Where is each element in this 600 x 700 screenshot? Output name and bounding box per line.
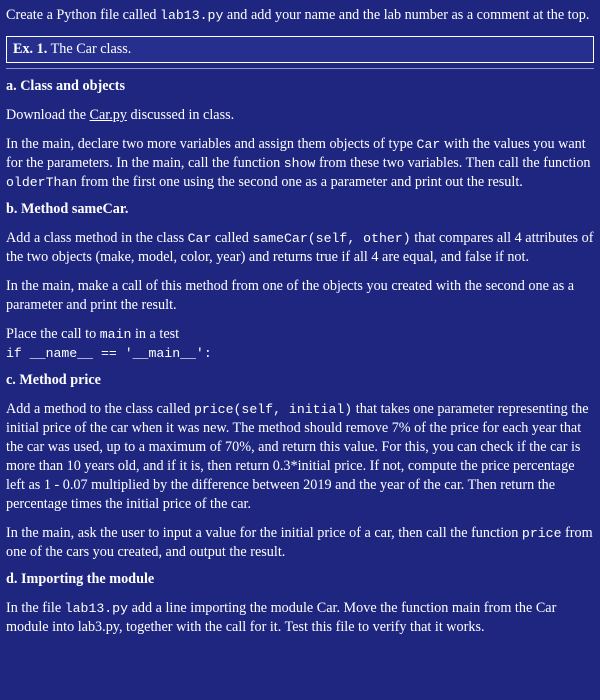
car-py-link[interactable]: Car.py bbox=[89, 107, 127, 123]
section-c-paragraph-2: In the main, ask the user to input a value for the initial price of a car, then call the function price from one of the cars you created, and output the result. bbox=[6, 525, 593, 560]
section-d-heading: d. Importing the module bbox=[6, 571, 155, 587]
section-c-heading: c. Method price bbox=[6, 372, 101, 388]
section-a-heading: a. Class and objects bbox=[6, 78, 126, 94]
section-c-paragraph-1: Add a method to the class called price(self, initial) that takes one parameter representing the initial price of the car when it was new. The method should remove 7% of the price for each year that the car was used, up to a maximum of 70%, and return this value. For this, you can check if the car is more than 10 years old, and if it is, then return 0.3*initial price. If not, compute the price percentage left as 1 - 0.07 multiplied by the difference between 2019 and the year of the car. Then return the percentage times the initial price of the car. bbox=[6, 401, 589, 512]
section-b-paragraph-3: Place the call to main in a test bbox=[6, 326, 180, 342]
section-d-paragraph: In the file lab13.py add a line importing the module Car. Move the function main from the Car module into lab3.py, together with the call for it. Test this file to verify that it works. bbox=[6, 600, 557, 635]
section-b-heading: b. Method sameCar. bbox=[6, 201, 129, 217]
section-b-paragraph-2: In the main, make a call of this method from one of the objects you created with the second one as a parameter and print the result. bbox=[6, 278, 575, 313]
main-guard-code: if __name__ == '__main__': bbox=[6, 346, 212, 361]
divider bbox=[6, 68, 594, 69]
exercise-number: Ex. 1. bbox=[13, 41, 48, 57]
download-paragraph: Download the Car.py discussed in class. bbox=[6, 107, 235, 123]
filename-code: lab13.py bbox=[160, 8, 224, 23]
section-b-paragraph-1: Add a class method in the class Car called sameCar(self, other) that compares all 4 attributes of the two objects (make, model, color, year) and returns true if all 4 are equal, and false if not. bbox=[6, 230, 594, 265]
exercise-title: The Car class. bbox=[50, 41, 132, 57]
intro-paragraph: Create a Python file called lab13.py and add your name and the lab number as a comment at the top. bbox=[6, 7, 590, 23]
exercise-header bbox=[6, 36, 594, 63]
section-a-paragraph: In the main, declare two more variables and assign them objects of type Car with the values you want for the parameters. In the main, call the function show from these two variables. Then call the function olderThan from the first one using the second one as a parameter and print out the result. bbox=[6, 136, 591, 190]
